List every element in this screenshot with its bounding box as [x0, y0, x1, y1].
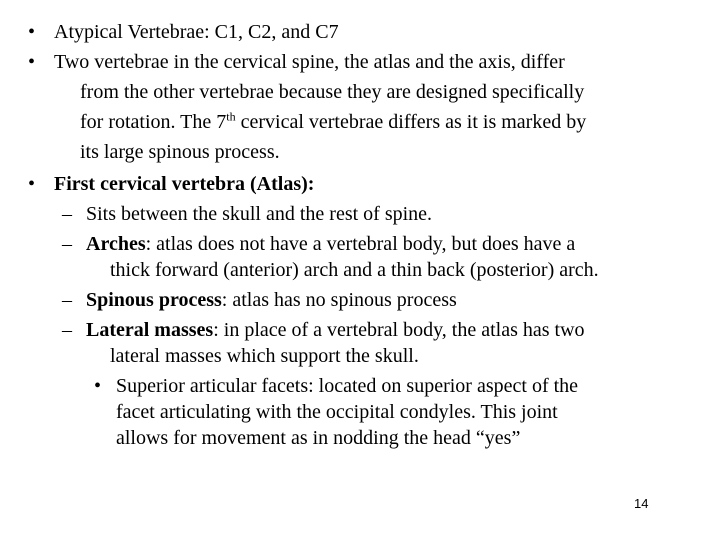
bullet-text: Atypical Vertebrae: C1, C2, and C7 [54, 21, 339, 43]
bullet-text: First cervical vertebra (Atlas): [54, 173, 315, 195]
dash-glyph: – [62, 203, 72, 225]
bullet-text: Two vertebrae in the cervical spine, the atlas and the axis, differ [54, 51, 565, 73]
bullet-glyph: • [28, 173, 36, 195]
superscript: th [226, 109, 236, 124]
sub-bullet-text: Sits between the skull and the rest of spine. [86, 203, 433, 225]
text: : atlas has no spinous process [221, 289, 457, 311]
sub-bullet-text [86, 232, 575, 256]
bullet-text: from the other vertebrae because they are designed specifically [80, 81, 585, 103]
term: Lateral masses [86, 319, 214, 341]
term: Arches [86, 233, 146, 255]
bullet-text: its large spinous process. [80, 141, 280, 163]
dash-glyph: – [62, 233, 72, 255]
bullet-glyph: • [28, 51, 36, 73]
sub-bullet-text: lateral masses which support the skull. [110, 345, 419, 367]
text: for rotation. The 7 [80, 111, 227, 133]
bullet-glyph: • [94, 375, 102, 397]
term: Spinous process [86, 289, 222, 311]
sub-bullet-text [86, 318, 585, 342]
sub-sub-bullet-text: Superior articular facets: located on superior aspect of the [116, 375, 579, 397]
page-number: 14 [634, 496, 649, 511]
bullet-text [80, 110, 586, 134]
sub-sub-bullet-text: allows for movement as in nodding the head “yes” [116, 427, 521, 449]
sub-sub-bullet-text: facet articulating with the occipital condyles. This joint [116, 401, 558, 423]
text: cervical vertebrae differs as it is marked by [235, 111, 587, 133]
text: : atlas does not have a vertebral body, but does have a [145, 233, 576, 255]
sub-bullet-text [86, 288, 457, 312]
dash-glyph: – [62, 319, 72, 341]
text: : in place of a vertebral body, the atlas has two [213, 319, 585, 341]
bullet-glyph: • [28, 21, 36, 43]
dash-glyph: – [62, 289, 72, 311]
sub-bullet-text: thick forward (anterior) arch and a thin back (posterior) arch. [110, 259, 599, 281]
